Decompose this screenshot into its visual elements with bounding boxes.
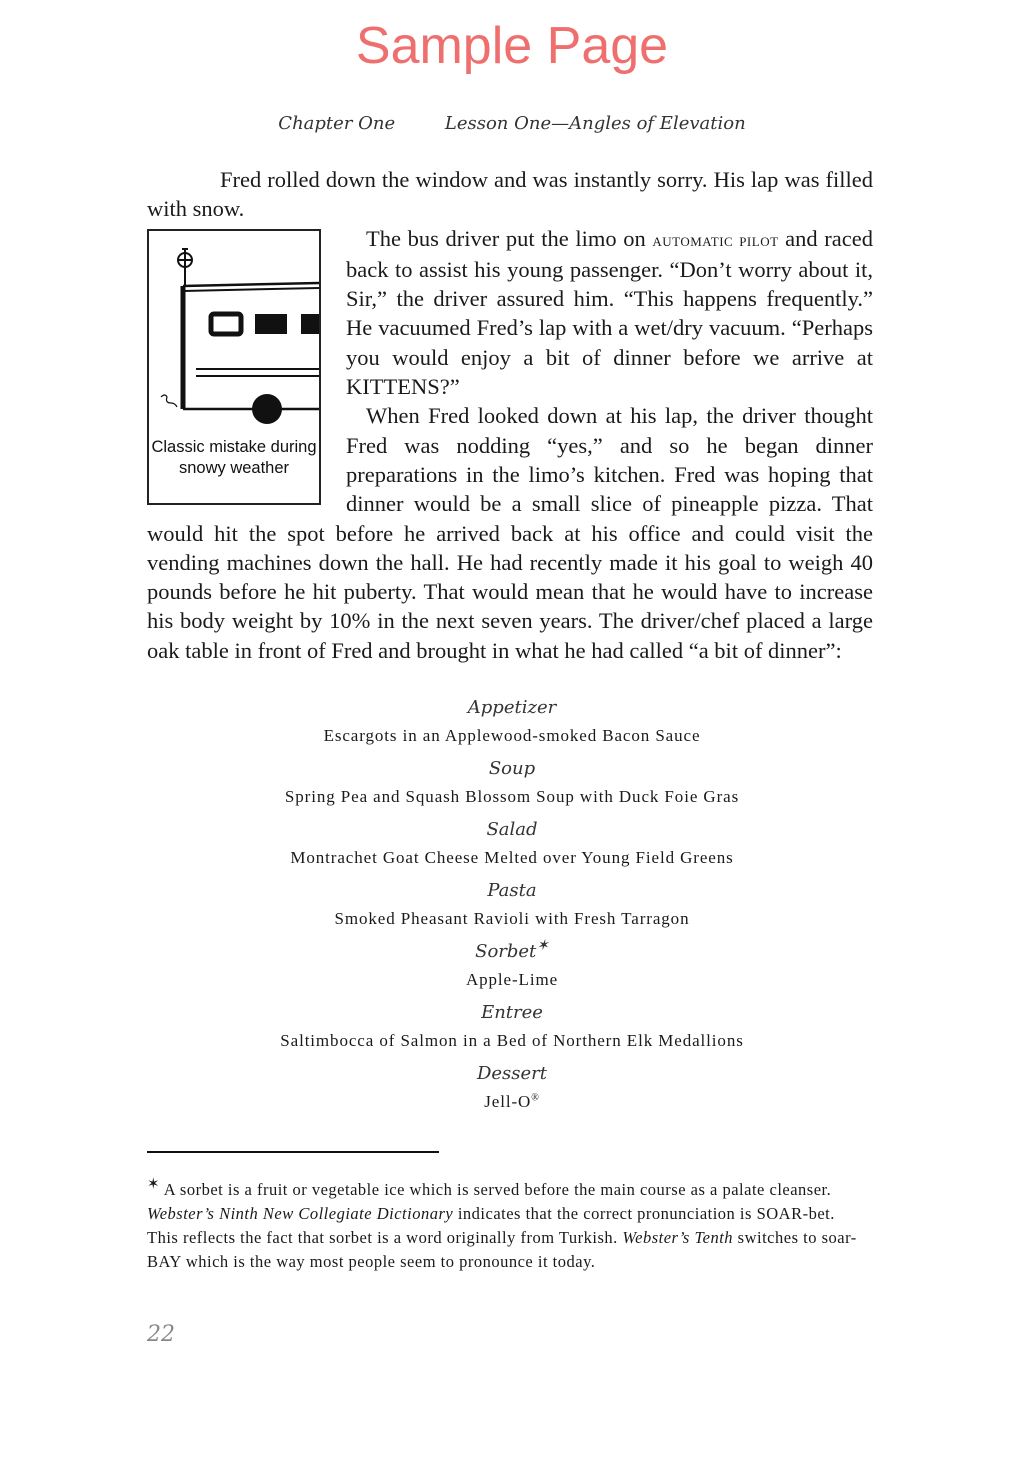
- cartoon-figure: [147, 229, 321, 505]
- course-name-sorbet: [0, 937, 1024, 967]
- paragraph-1: Fred rolled down the window and was instantly sorry. His lap was filled with snow.: [147, 167, 873, 222]
- footnote-star-icon: ✶: [147, 1176, 161, 1193]
- figure-caption: Classic mistake during snowy weather: [151, 437, 317, 477]
- course-name-salad: Salad: [486, 819, 538, 840]
- course-name-pasta: Pasta: [487, 880, 537, 901]
- sample-page-watermark: Sample Page: [355, 17, 669, 75]
- menu-course: [0, 1059, 1024, 1120]
- page-number: 22: [147, 1322, 175, 1347]
- paragraph-3: When Fred looked down at his lap, the driver thought Fred was nodding “yes,” and so he began dinner preparations in the limo’s kitchen. Fred was hoping that dinner would be a small slice of pineapple pizza. That would hit the spot before he arrived back at his office and could visit the vending machines down the hall. He had recently made it his goal to weigh 40 pounds before he hit puberty. That would mean that he would have to increase his body weight by 10% in the next seven years. The driver/chef placed a large oak table in front of Fred and brought in what he had called “a bit of dinner”:: [147, 403, 873, 663]
- course-name-soup: Soup: [488, 758, 536, 779]
- footnote-text-3: switches to soar-BAY which is the way most people seem to pronounce it today.: [147, 1228, 857, 1271]
- chapter-title: Chapter One: [278, 113, 396, 134]
- footnote-rule: [147, 1151, 439, 1153]
- course-name-dessert: Dessert: [476, 1063, 548, 1084]
- course-name-appetizer: Appetizer: [467, 697, 557, 718]
- course-name-entree: Entree: [481, 1002, 543, 1023]
- menu-course: [0, 998, 1024, 1059]
- paragraph-2-end: and raced back to assist his young passenger. “Don’t worry about it, Sir,” the driver assured him. “This happens frequently.” He vacuumed Fred’s lap with a wet/dry vacuum. “Perhaps you would enjoy a bit of dinner before we arrive at KITTENS?”: [346, 225, 873, 400]
- dessert-label: Jell-O: [484, 1092, 532, 1111]
- footnote-star-icon: ✶: [536, 936, 549, 954]
- course-item-appetizer: Escargots in an Applewood-smoked Bacon Sauce: [323, 726, 701, 745]
- menu-course: [0, 754, 1024, 815]
- course-item-soup: Spring Pea and Squash Blossom Soup with Duck Foie Gras: [284, 787, 740, 806]
- course-item-dessert: [0, 1089, 1024, 1120]
- menu-course: [0, 937, 1024, 998]
- lesson-title: Lesson One—Angles of Elevation: [444, 113, 746, 134]
- course-item-salad: Montrachet Goat Cheese Melted over Young Field Greens: [290, 848, 734, 867]
- footnote-text-1: A sorbet is a fruit or vegetable ice which is served before the main course as a palate cleanser.: [160, 1180, 832, 1199]
- footnote: [147, 1178, 857, 1274]
- menu-course: [0, 876, 1024, 937]
- footnote-citation-2: Webster’s Tenth: [622, 1228, 734, 1247]
- automatic-pilot-smallcaps: automatic pilot: [652, 229, 779, 250]
- running-head: [0, 113, 1024, 134]
- menu-course: [0, 815, 1024, 876]
- registered-mark: ®: [531, 1092, 540, 1104]
- footnote-text-2: indicates that the correct pronunciation is SOAR-bet. This reflects the fact that sorbet is a word originally from Turkish.: [147, 1204, 835, 1247]
- paragraph-2-start: The bus driver put the limo on: [366, 225, 653, 251]
- footnote-citation-1: Webster’s Ninth New Collegiate Dictionary: [147, 1204, 454, 1223]
- menu-course: [0, 693, 1024, 754]
- dinner-menu: [0, 693, 1024, 1120]
- course-item-sorbet: Apple-Lime: [465, 970, 559, 989]
- course-item-pasta: Smoked Pheasant Ravioli with Fresh Tarragon: [334, 909, 690, 928]
- course-item-entree: Saltimbocca of Salmon in a Bed of Northern Elk Medallions: [280, 1031, 744, 1050]
- body-text: [147, 165, 873, 665]
- sorbet-label: Sorbet: [475, 941, 537, 962]
